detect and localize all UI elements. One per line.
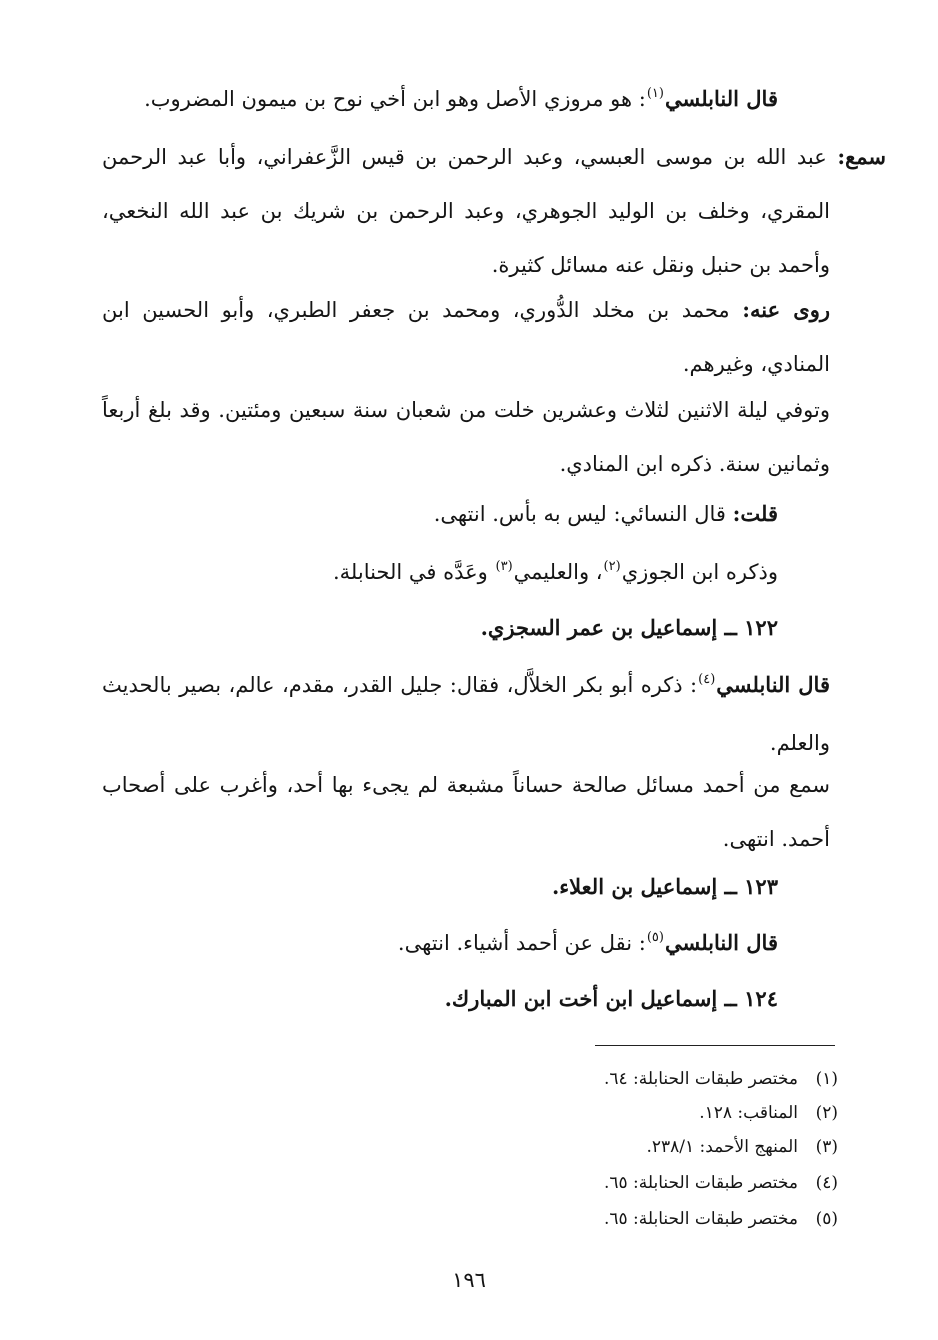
paragraph-6 xyxy=(98,545,778,603)
paragraph-8 xyxy=(102,758,830,866)
footnote-ref-2: (٢) xyxy=(603,559,621,574)
paragraph-lead: قال النابلسي xyxy=(664,86,778,111)
entry-heading-122: ١٢٢ ــ إسماعيل بن عمر السجزي. xyxy=(480,615,778,640)
footnote-text: مختصر طبقات الحنابلة: ٦٤. xyxy=(603,1069,798,1089)
paragraph-text: وعَدَّه في الحنابلة. xyxy=(332,560,495,584)
footnote-text: مختصر طبقات الحنابلة: ٦٥. xyxy=(603,1173,798,1193)
footnote-text: مختصر طبقات الحنابلة: ٦٥. xyxy=(603,1209,798,1229)
paragraph-text: ، والعليمي xyxy=(513,560,603,584)
paragraph-lead: قال النابلسي xyxy=(664,930,778,955)
footnote-ref-1: (١) xyxy=(646,86,664,101)
paragraph-7 xyxy=(102,658,830,770)
footnote-4 xyxy=(338,1171,838,1195)
paragraph-text: محمد بن مخلد الدُّوري، ومحمد بن جعفر الطبري، وأبو الحسين ابن المنادي، وغيرهم. xyxy=(102,298,830,376)
paragraph-lead: سمع: xyxy=(837,144,886,169)
footnote-3 xyxy=(338,1135,838,1159)
paragraph-text: وتوفي ليلة الاثنين لثلاث وعشرين خلت من شعبان سنة سبعين ومئتين. وقد بلغ أربعاً وثمانين سنة. ذكره ابن المنادي. xyxy=(102,398,830,476)
paragraph-1 xyxy=(98,72,778,130)
entry-heading-123: ١٢٣ ــ إسماعيل بن العلاء. xyxy=(551,874,778,899)
paragraph-lead: قلت: xyxy=(732,501,778,526)
paragraph-9 xyxy=(98,916,778,974)
page-number: ١٩٦ xyxy=(452,1268,486,1292)
paragraph-text: قال النسائي: ليس به بأس. انتهى. xyxy=(433,502,733,526)
footnote-number: (٥) xyxy=(815,1209,838,1229)
paragraph-3 xyxy=(102,283,830,391)
footnote-ref-4: (٤) xyxy=(698,672,716,687)
footnote-number: (١) xyxy=(815,1069,838,1089)
footnote-divider xyxy=(595,1045,835,1046)
footnote-text: المناقب: ١٢٨. xyxy=(699,1103,798,1123)
footnote-number: (٢) xyxy=(815,1103,838,1123)
footnote-number: (٤) xyxy=(815,1173,838,1193)
footnote-text: المنهج الأحمد: ٢٣٨/١. xyxy=(646,1137,798,1157)
paragraph-text: : هو مروزي الأصل وهو ابن أخي نوح بن ميمون المضروب. xyxy=(144,87,646,111)
paragraph-text: : نقل عن أحمد أشياء. انتهى. xyxy=(397,931,646,955)
entry-heading-124: ١٢٤ ــ إسماعيل ابن أخت ابن المبارك. xyxy=(444,986,778,1011)
paragraph-5 xyxy=(98,487,778,541)
footnote-number: (٣) xyxy=(815,1137,838,1157)
paragraph-4 xyxy=(102,383,830,491)
paragraph-text: وذكره ابن الجوزي xyxy=(621,560,778,584)
footnote-ref-3: (٣) xyxy=(495,559,513,574)
paragraph-lead: قال النابلسي xyxy=(716,672,830,697)
footnote-2 xyxy=(338,1101,838,1125)
footnote-1 xyxy=(338,1067,838,1091)
paragraph-text: عبد الله بن موسى العبسي، وعبد الرحمن بن قيس الزَّعفراني، وأبا عبد الرحمن المقري، وخلف بن الوليد الجوهري، وعبد الرحمن بن شريك بن عبد الله النخعي، وأحمد بن حنبل ونقل عنه مسائل كثيرة. xyxy=(102,145,838,277)
footnote-5 xyxy=(338,1207,838,1231)
paragraph-2 xyxy=(102,130,886,292)
paragraph-text: : ذكره أبو بكر الخلاَّل، فقال: جليل القدر، مقدم، عالم، بصير بالحديث والعلم. xyxy=(102,673,830,755)
paragraph-lead: روى عنه: xyxy=(742,297,830,322)
paragraph-text: سمع من أحمد مسائل صالحة حساناً مشبعة لم يجىء بها أحد، وأغرب على أصحاب أحمد. انتهى. xyxy=(102,773,830,851)
footnote-ref-5: (٥) xyxy=(646,930,664,945)
